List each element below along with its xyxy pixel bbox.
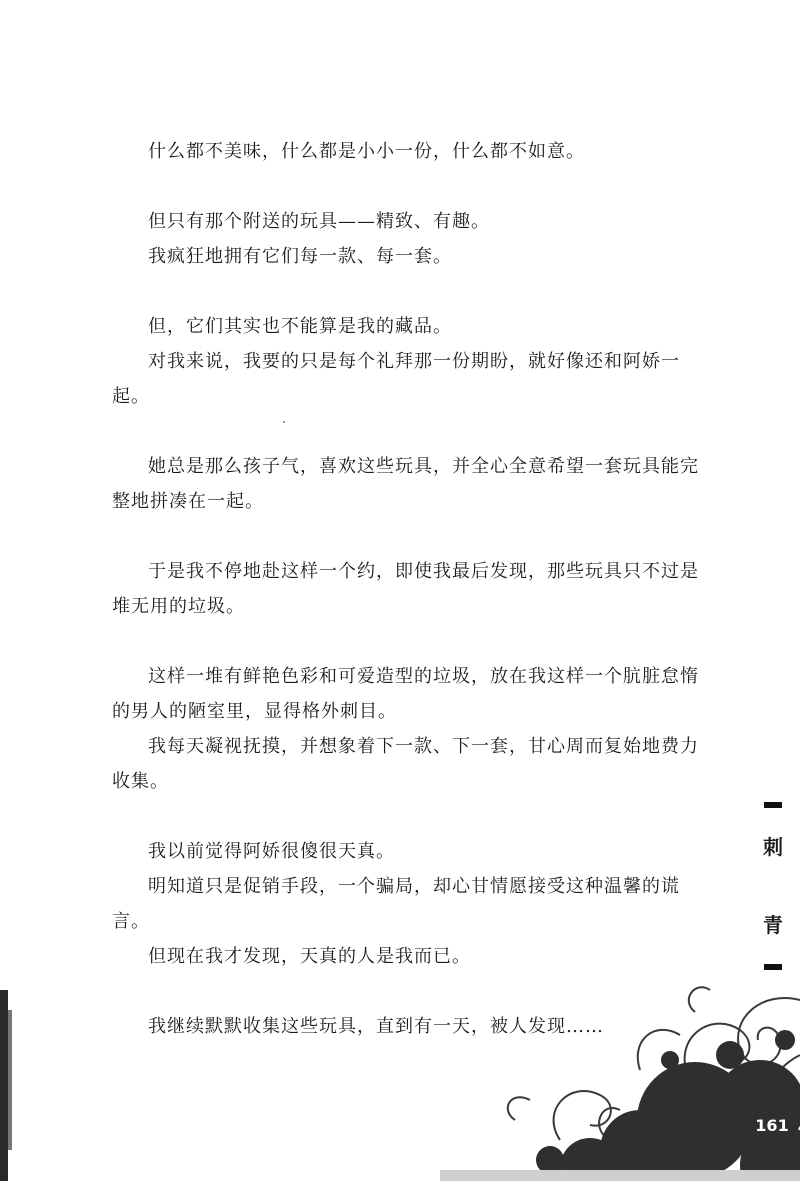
- tab-char-1: 刺: [763, 835, 783, 859]
- page-number: 161: [755, 1116, 789, 1135]
- paragraph: 但，它们其实也不能算是我的藏品。: [148, 316, 452, 337]
- paragraph: 我继续默默收集这些玩具，直到有一天，被人发现……: [148, 1016, 604, 1037]
- paragraph: 于是我不停地赴这样一个约，即使我最后发现，那些玩具只不过是堆无用的垃圾。: [112, 561, 699, 617]
- swirl-ornament-icon: [440, 960, 800, 1181]
- paragraph: 她总是那么孩子气，喜欢这些玩具，并全心全意希望一套玩具能完整地拼凑在一起。: [112, 456, 699, 512]
- paragraph-gap: [112, 799, 712, 834]
- paragraph-gap: [112, 624, 712, 659]
- paragraph-gap: [112, 519, 712, 554]
- paragraph: 对我来说，我要的只是每个礼拜那一份期盼，就好像还和阿娇一起。: [112, 351, 680, 407]
- body-text: [112, 134, 712, 1044]
- tab-char-2: 青: [763, 913, 783, 937]
- paragraph: 什么都不美味，什么都是小小一份，什么都不如意。: [148, 141, 585, 162]
- paragraph: 我疯狂地拥有它们每一款、每一套。: [148, 246, 452, 267]
- chapter-side-tab: [755, 802, 791, 970]
- print-speck: [283, 421, 285, 423]
- paragraph: 但只有那个附送的玩具——精致、有趣。: [148, 211, 490, 232]
- paragraph-gap: [112, 274, 712, 309]
- paragraph: 我每天凝视抚摸，并想象着下一款、下一套，甘心周而复始地费力收集。: [112, 736, 699, 792]
- paragraph: 我以前觉得阿娇很傻很天真。: [148, 841, 395, 862]
- paragraph-gap: [112, 169, 712, 204]
- paragraph: 这样一堆有鲜艳色彩和可爱造型的垃圾，放在我这样一个肮脏怠惰的男人的陋室里，显得格外刺目。: [112, 666, 699, 722]
- paragraph: 明知道只是促销手段，一个骗局，却心甘情愿接受这种温馨的谎言。: [112, 876, 680, 932]
- paragraph-gap: [112, 414, 712, 449]
- paragraph: 但现在我才发现，天真的人是我而已。: [148, 946, 471, 967]
- left-edge-ornament-icon: [0, 990, 14, 1181]
- tab-chars: [763, 808, 783, 964]
